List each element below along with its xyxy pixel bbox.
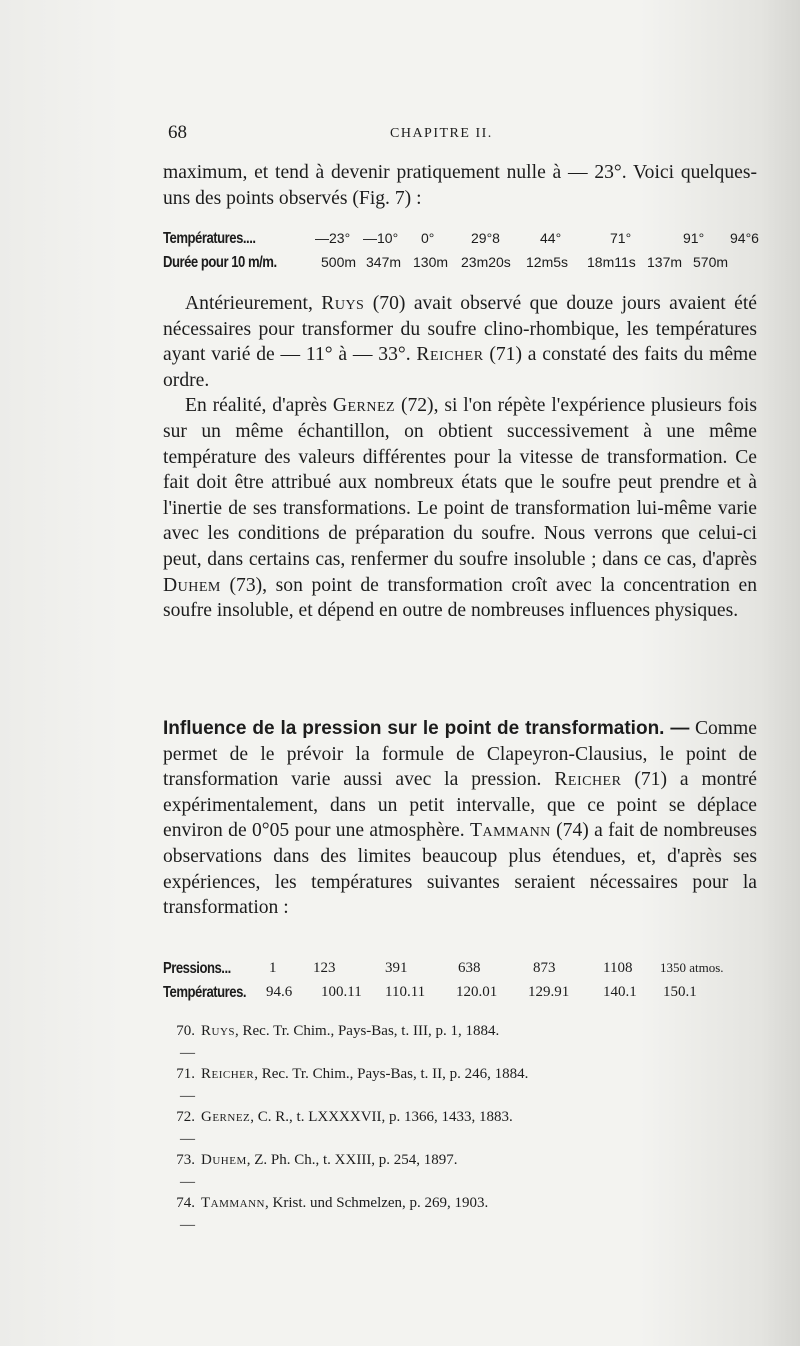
table-cell: 347m: [366, 254, 402, 270]
paragraph-intro: [163, 160, 757, 211]
footnote-author: Duhem: [201, 1152, 247, 1168]
footnote-reference: , Rec. Tr. Chim., Pays-Bas, t. III, p. 1, 1884.: [235, 1023, 500, 1039]
text-run: En réalité, d'après: [185, 395, 333, 417]
page-header: [160, 122, 740, 152]
table-cell: 1108: [603, 960, 633, 976]
table-cell: 1: [269, 960, 277, 976]
footnote-number: 70.—: [176, 1023, 195, 1061]
table-row-temperatures: [163, 230, 763, 254]
table-cell: 18m11s: [587, 254, 636, 270]
table-cell: —23°: [315, 230, 351, 246]
table-row-durations: [163, 254, 763, 278]
duration-table: [163, 230, 763, 278]
table-cell: 94.6: [266, 984, 293, 1000]
table-cell: 29°8: [471, 230, 500, 246]
table-cell: 873: [533, 960, 556, 976]
footnote-reference: , Krist. und Schmelzen, p. 269, 1903.: [265, 1195, 489, 1211]
table-row-label: Durée pour 10 m/m.: [163, 254, 277, 271]
table-cell: 100.11: [321, 984, 362, 1000]
table-cell: 94°6: [730, 230, 759, 246]
table-row-pressures: [163, 960, 763, 984]
footnote-author: Ruys: [201, 1023, 236, 1039]
footnote: [163, 1021, 723, 1064]
table-cell: 44°: [540, 230, 562, 246]
footnote-reference: , C. R., t. LXXXXVII, p. 1366, 1433, 1883.: [250, 1109, 513, 1125]
table-cell: 0°: [421, 230, 435, 246]
table-row-label: Températures.: [163, 984, 247, 1001]
section-heading: Influence de la pression sur le point de transformation. —: [163, 718, 690, 739]
footnote-number: 71.—: [176, 1066, 195, 1104]
table-cell: 140.1: [603, 984, 637, 1000]
footnote-reference: , Z. Ph. Ch., t. XXIII, p. 254, 1897.: [246, 1152, 458, 1168]
footnote: [163, 1064, 723, 1107]
text-run: (71) a montré expérimentalement, dans un petit intervalle, que ce point se déplace environ de 0°05 pour une atmosphère.: [163, 769, 757, 842]
text-run: (73), son point de transformation croît avec la concentration en soufre insoluble, et dépend en outre de nombreuses influences physiques.: [163, 574, 757, 622]
section-pressure: [163, 716, 757, 921]
text-run: (71) a constaté des faits du même ordre.: [163, 344, 757, 391]
table-cell: 110.11: [385, 984, 426, 1000]
table-cell: 130m: [413, 254, 449, 270]
text-run: (70) avait observé que douze jours avaient été nécessaires pour transformer du soufre clino-rhombique, les températures ayant varié de — 11° à — 33°.: [163, 293, 757, 366]
pressure-table: [163, 960, 763, 1008]
text-run: Antérieurement,: [185, 293, 322, 314]
footnote-number: 74.—: [176, 1195, 195, 1233]
paragraph-ruys: [163, 291, 757, 393]
page-number: 68: [168, 122, 187, 143]
table-cell: 120.01: [456, 984, 498, 1000]
footnote-reference: , Rec. Tr. Chim., Pays-Bas, t. II, p. 246, 1884.: [254, 1066, 529, 1082]
author-name: Reicher: [554, 769, 622, 791]
author-name: Ruys: [321, 293, 365, 314]
footnote: [163, 1193, 723, 1236]
table-row-label: Températures....: [163, 230, 256, 247]
author-name: Gernez: [332, 395, 396, 417]
footnote-number: 72.—: [176, 1109, 195, 1147]
table-row-temperatures: [163, 984, 763, 1008]
running-title: CHAPITRE II.: [390, 126, 493, 141]
paragraph-body: [163, 291, 757, 624]
footnote-author: Gernez: [201, 1109, 251, 1125]
footnote-number: 73.—: [176, 1152, 195, 1190]
table-cell: 391: [385, 960, 408, 976]
paragraph-pressure: [163, 716, 757, 921]
table-cell: 12m5s: [526, 254, 569, 270]
table-cell: 129.91: [528, 984, 570, 1000]
author-name: Duhem: [163, 574, 221, 596]
footnotes: [163, 1021, 723, 1236]
table-cell: 638: [458, 960, 481, 976]
paragraph-gernez: [163, 393, 757, 623]
table-cell: 500m: [321, 254, 357, 270]
table-cell: 123: [313, 960, 336, 976]
table-cell: 91°: [683, 230, 705, 246]
author-name: Tammann: [469, 820, 551, 842]
table-cell: —10°: [363, 230, 399, 246]
paragraph-intro-text: maximum, et tend à devenir pratiquement nulle à — 23°. Voici quelques-uns des points observés (Fig. 7) :: [163, 162, 757, 209]
footnote-author: Reicher: [201, 1066, 255, 1082]
table-cell: 570m: [693, 254, 729, 270]
text-run: (74) a fait de nombreuses observations dans des limites beaucoup plus étendues, et, d'après ses expériences, les températures suivantes seraient nécessaires pour la transformation :: [163, 820, 757, 919]
table-cell: 71°: [610, 230, 632, 246]
text-run: (72), si l'on répète l'expérience plusieurs fois sur un même échantillon, on obtient successivement à une même température des valeurs différentes pour la vitesse de transformation. Ce fait doit être attribué aux nombreux états que le soufre peut prendre et à l'inertie de ses transformations. Le point de transformation lui-même varie avec les conditions de préparation du soufre. Nous verrons que celui-ci peut, dans certains cas, renfermer du soufre insoluble ; dans ce cas, d'après: [163, 395, 758, 570]
table-cell: 23m20s: [461, 254, 511, 270]
footnote-author: Tammann: [201, 1195, 265, 1211]
footnote: [163, 1150, 723, 1193]
footnote: [163, 1107, 723, 1150]
text-run: Comme permet de le prévoir la formule de Clapeyron-Clausius, le point de transformation varie aussi avec la pression.: [163, 718, 757, 791]
table-cell: 137m: [647, 254, 683, 270]
table-cell: 150.1: [663, 984, 697, 1000]
author-name: Reicher: [416, 344, 484, 366]
table-cell: 1350 atmos.: [660, 960, 724, 975]
table-row-label: Pressions...: [163, 960, 231, 977]
